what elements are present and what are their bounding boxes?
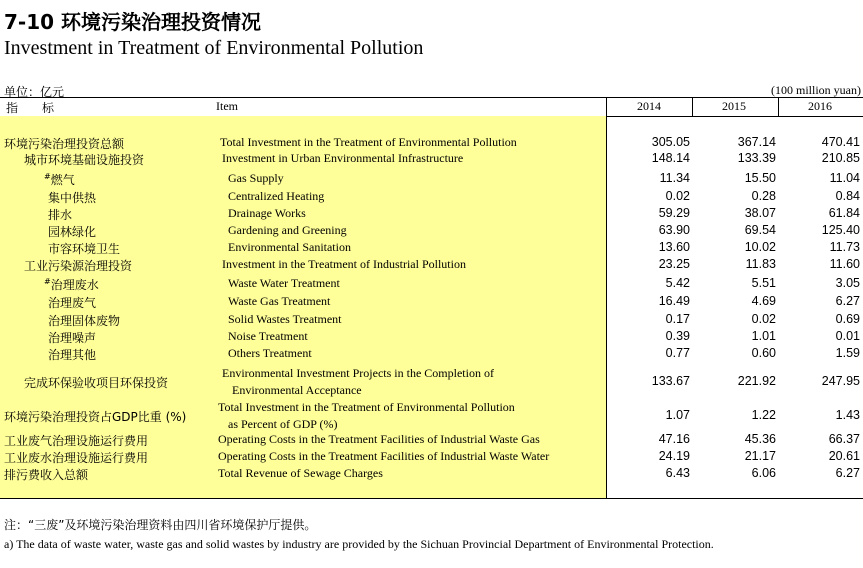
value-2016: 470.41	[821, 135, 860, 149]
value-2015: 0.28	[751, 189, 776, 203]
value-2014: 24.19	[658, 449, 690, 463]
header-year-2014: 2014	[637, 99, 661, 113]
header-year-2016: 2016	[808, 99, 832, 113]
header-indicator: 指 标	[6, 101, 55, 115]
value-2015: 5.51	[751, 276, 776, 290]
value-2014: 59.29	[658, 206, 690, 220]
row-label-cn	[4, 449, 148, 466]
row-label-en: Others Treatment	[228, 346, 312, 360]
row-label-cn	[4, 432, 148, 449]
value-2015: 367.14	[737, 135, 776, 149]
row-label-en: Total Investment in the Treatment of Environmental Pollution	[218, 400, 515, 414]
value-2015: 45.36	[744, 432, 776, 446]
row-label-en: Investment in the Treatment of Industrial Pollution	[222, 257, 466, 271]
row-label-cn-text: 工业污染源治理投资	[24, 259, 133, 273]
value-2016: 66.37	[828, 432, 860, 446]
row-label-cn	[24, 151, 144, 168]
value-2014: 16.49	[658, 294, 690, 308]
value-2015: 69.54	[744, 223, 776, 237]
value-2016: 11.73	[829, 240, 860, 254]
row-label-cn	[48, 206, 72, 223]
row-label-cn	[44, 171, 75, 188]
value-2016: 125.40	[821, 223, 860, 237]
row-label-cn	[48, 223, 96, 240]
row-label-cn-text: 治理固体废物	[48, 314, 121, 328]
row-label-en: Drainage Works	[228, 206, 306, 220]
value-2014: 23.25	[658, 257, 690, 271]
value-2015: 21.17	[744, 449, 776, 463]
unit-label-cn: 单位：亿元	[4, 85, 65, 99]
value-2016: 0.84	[835, 189, 860, 203]
value-2016: 6.27	[835, 294, 860, 308]
row-label-en: Solid Wastes Treatment	[228, 312, 342, 326]
row-label-cn-text: 环境污染治理投资占GDP比重 (%)	[4, 410, 187, 424]
value-2015: 38.07	[744, 206, 776, 220]
row-label-cn-text: 市容环境卫生	[48, 242, 121, 256]
row-label-cn	[48, 312, 120, 329]
column-divider	[606, 98, 607, 116]
row-label-cn	[48, 189, 96, 206]
row-label-en: Waste Gas Treatment	[228, 294, 331, 308]
value-2016: 1.59	[835, 346, 860, 360]
row-label-cn-text: 治理废气	[48, 296, 97, 310]
row-label-cn-text: 治理噪声	[48, 331, 97, 345]
value-2015: 221.92	[737, 374, 776, 388]
value-2016: 3.05	[835, 276, 860, 290]
value-2014: 0.77	[665, 346, 690, 360]
value-2014: 47.16	[658, 432, 690, 446]
value-2014: 5.42	[665, 276, 690, 290]
value-2014: 305.05	[651, 135, 690, 149]
value-2016: 1.43	[835, 408, 860, 422]
footnote-cn: 注：“三废”及环境污染治理资料由四川省环境保护厅提供。	[4, 518, 317, 532]
value-2014: 13.60	[658, 240, 690, 254]
row-label-cn-text: 治理废水	[50, 278, 99, 292]
value-2014: 11.34	[659, 171, 690, 185]
row-label-cn-text: 工业废水治理设施运行费用	[4, 451, 149, 465]
row-label-cn-text: 治理其他	[48, 348, 97, 362]
row-label-cn	[48, 240, 120, 257]
value-2015: 10.02	[744, 240, 776, 254]
value-2016: 6.27	[835, 466, 860, 480]
row-label-cn-text: 园林绿化	[48, 225, 97, 239]
row-label-en-continued: Environmental Acceptance	[232, 383, 362, 397]
row-label-cn-text: 排水	[48, 208, 73, 222]
unit-label-en: (100 million yuan)	[771, 83, 861, 97]
footnote-mark: #	[44, 277, 51, 286]
row-label-en: Gas Supply	[228, 171, 284, 185]
row-label-cn-text: 集中供热	[48, 191, 97, 205]
footnote-en: a) The data of waste water, waste gas and solid wastes by industry are provided by the Sichuan Provincial Department of Environmental Protection.	[4, 537, 714, 551]
value-2015: 1.22	[751, 408, 776, 422]
row-label-cn-text: 完成环保验收项目环保投资	[24, 376, 169, 390]
row-label-cn-text: 排污费收入总额	[4, 468, 89, 482]
value-2016: 20.61	[828, 449, 860, 463]
row-label-cn	[24, 374, 168, 391]
table-bottom-rule	[0, 498, 863, 499]
value-2015: 6.06	[751, 466, 776, 480]
row-label-cn	[4, 135, 124, 152]
value-2016: 0.01	[835, 329, 860, 343]
value-2015: 11.83	[745, 257, 776, 271]
row-label-cn-text: 燃气	[50, 173, 75, 187]
row-label-cn	[44, 276, 99, 293]
row-label-cn	[48, 346, 96, 363]
value-2015: 15.50	[744, 171, 776, 185]
footnote-mark: #	[44, 172, 51, 181]
row-label-en-continued: as Percent of GDP (%)	[228, 417, 338, 431]
header-item: Item	[216, 99, 238, 113]
row-label-en: Operating Costs in the Treatment Facilities of Industrial Waste Water	[218, 449, 550, 463]
row-label-cn	[24, 257, 132, 274]
column-divider	[692, 98, 693, 116]
value-2015: 4.69	[751, 294, 776, 308]
value-2014: 0.02	[665, 189, 690, 203]
value-2016: 61.84	[828, 206, 860, 220]
row-label-cn-text: 环境污染治理投资总额	[4, 137, 125, 151]
value-2016: 0.69	[835, 312, 860, 326]
row-label-cn-text: 工业废气治理设施运行费用	[4, 434, 149, 448]
row-label-cn-text: 城市环境基础设施投资	[24, 153, 145, 167]
value-2014: 6.43	[665, 466, 690, 480]
row-label-en: Total Revenue of Sewage Charges	[218, 466, 383, 480]
row-label-en: Gardening and Greening	[228, 223, 347, 237]
value-2015: 1.01	[751, 329, 776, 343]
value-2016: 247.95	[821, 374, 860, 388]
row-label-en: Investment in Urban Environmental Infrastructure	[222, 151, 464, 165]
page-title-en: Investment in Treatment of Environmental Pollution	[4, 37, 424, 59]
value-2016: 11.60	[829, 257, 860, 271]
row-label-cn	[4, 466, 88, 483]
value-2014: 0.17	[665, 312, 690, 326]
value-2014: 0.39	[665, 329, 690, 343]
row-label-en: Centralized Heating	[228, 189, 325, 203]
value-2016: 210.85	[821, 151, 860, 165]
row-label-en: Environmental Sanitation	[228, 240, 351, 254]
value-2015: 0.02	[751, 312, 776, 326]
value-2015: 0.60	[751, 346, 776, 360]
row-label-en: Operating Costs in the Treatment Facilities of Industrial Waste Gas	[218, 432, 540, 446]
row-label-cn	[4, 408, 186, 425]
row-label-en: Environmental Investment Projects in the Completion of	[222, 366, 494, 380]
value-2014: 148.14	[651, 151, 690, 165]
row-label-cn	[48, 294, 96, 311]
value-2016: 11.04	[829, 171, 860, 185]
row-label-en: Noise Treatment	[228, 329, 308, 343]
row-label-cn	[48, 329, 96, 346]
row-label-en: Waste Water Treatment	[228, 276, 340, 290]
value-2014: 63.90	[658, 223, 690, 237]
column-divider	[778, 98, 779, 116]
value-2015: 133.39	[737, 151, 776, 165]
row-label-en: Total Investment in the Treatment of Environmental Pollution	[220, 135, 517, 149]
page-title-cn: 7-10 环境污染治理投资情况	[4, 10, 262, 34]
value-2014: 133.67	[651, 374, 690, 388]
value-2014: 1.07	[665, 408, 690, 422]
header-year-2015: 2015	[722, 99, 746, 113]
